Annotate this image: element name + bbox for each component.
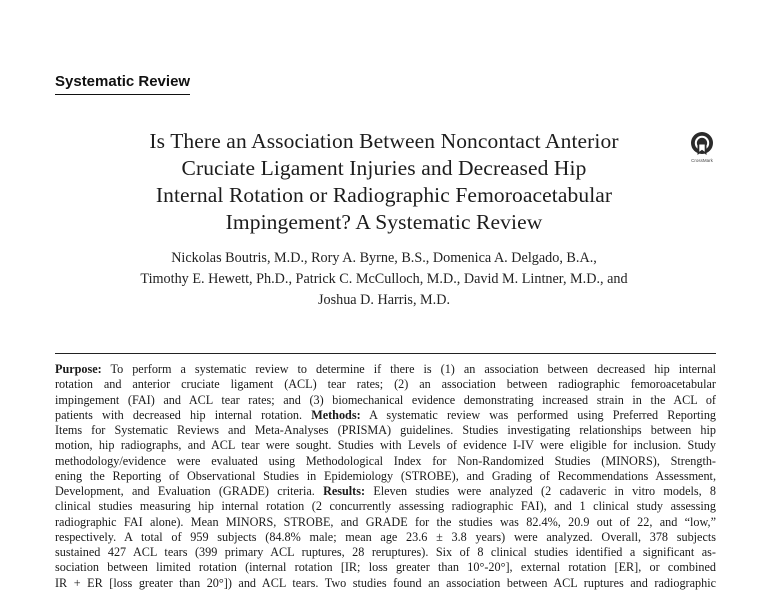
abstract-line: sustained 427 ACL tears (399 primary ACL ruptures, 28 reruptures). Six of 8 clinical studies identified a significant as- (55, 545, 716, 559)
abstract-text: patients with decreased hip internal rotation. (55, 407, 303, 422)
author-line: Timothy E. Hewett, Ph.D., Patrick C. McCulloch, M.D., David M. Lintner, M.D., and (140, 271, 628, 287)
abstract-line: radiographic FAI alone). Mean MINORS, STROBE, and GRADE for the studies was 82.4%, 20.9 out of 22, and “low,” (55, 514, 716, 529)
title-line: Is There an Association Between Noncontact Anterior (149, 129, 619, 153)
crossmark-label: CrossMark (691, 158, 713, 163)
abstract-text: Eleven studies were analyzed (2 cadaveric in vitro models, 8 (373, 484, 717, 498)
abstract-text: A systematic review was performed using Preferred Reporting (369, 407, 717, 422)
abstract-line: sociation between limited rotation (internal rotation [IR; loss greater than 10°-20°], external rotation [ER], or combined (55, 560, 716, 575)
author-line: Nickolas Boutris, M.D., Rory A. Byrne, B.S., Domenica A. Delgado, B.A., (171, 250, 597, 266)
abstract-text: Development, and Evaluation (GRADE) criteria. (55, 484, 315, 498)
abstract-line (55, 484, 716, 499)
purpose-heading: Purpose: (55, 362, 102, 376)
abstract-line: clinical studies measuring hip internal rotation (2 concurrently assessing radiographic FAI), and 1 clinical study assessing (55, 499, 716, 514)
title-line: Impingement? A Systematic Review (225, 210, 543, 234)
crossmark-icon (690, 131, 714, 157)
abstract-line: rotation and anterior cruciate ligament (ACL) tear rates; (2) an association between radiographic femoroacetabular (55, 377, 716, 392)
abstract-line: impingement (FAI) and ACL tear rates; and (3) biomechanical evidence demonstrating increased strain in the ACL of (55, 392, 716, 407)
abstract-line: ening the Reporting of Observational Studies in Epidemiology (STROBE), and Grading of Recommendations Assessment, (55, 468, 716, 483)
abstract-line: respectively. A total of 959 subjects (84.8% male; mean age 23.6 ± 3.8 years) were analyzed. Overall, 378 subjects (55, 529, 716, 544)
author-line: Joshua D. Harris, M.D. (317, 292, 450, 308)
article-title (80, 128, 688, 236)
abstract-line: IR + ER [loss greater than 20°]) and ACL tears. Two studies found an association between ACL ruptures and radiographic (55, 575, 716, 590)
methods-heading: Methods: (311, 407, 361, 422)
abstract (55, 362, 716, 591)
title-line: Internal Rotation or Radiographic Femoroacetabular (155, 183, 613, 207)
author-list (60, 248, 708, 311)
crossmark-badge[interactable] (685, 131, 719, 163)
results-heading: Results: (323, 484, 366, 498)
abstract-line: methodology/evidence were evaluated using Methodological Index for Non-Randomized Studies (MINORS), Strength- (55, 453, 716, 468)
title-line: Cruciate Ligament Injuries and Decreased Hip (181, 156, 587, 180)
abstract-line: Items for Systematic Reviews and Meta-Analyses (PRISMA) guidelines. Studies investigating relationships between hip (55, 423, 716, 437)
abstract-divider (55, 353, 716, 354)
abstract-line: motion, hip radiographs, and ACL tear were sought. Studies with Levels of evidence I-IV were eligible for inclusion. Study (55, 438, 716, 453)
abstract-line (55, 408, 716, 423)
abstract-line (55, 362, 716, 377)
abstract-text: To perform a systematic review to determine if there is (1) an association between decreased hip internal (110, 362, 716, 376)
section-label: Systematic Review (55, 73, 190, 95)
